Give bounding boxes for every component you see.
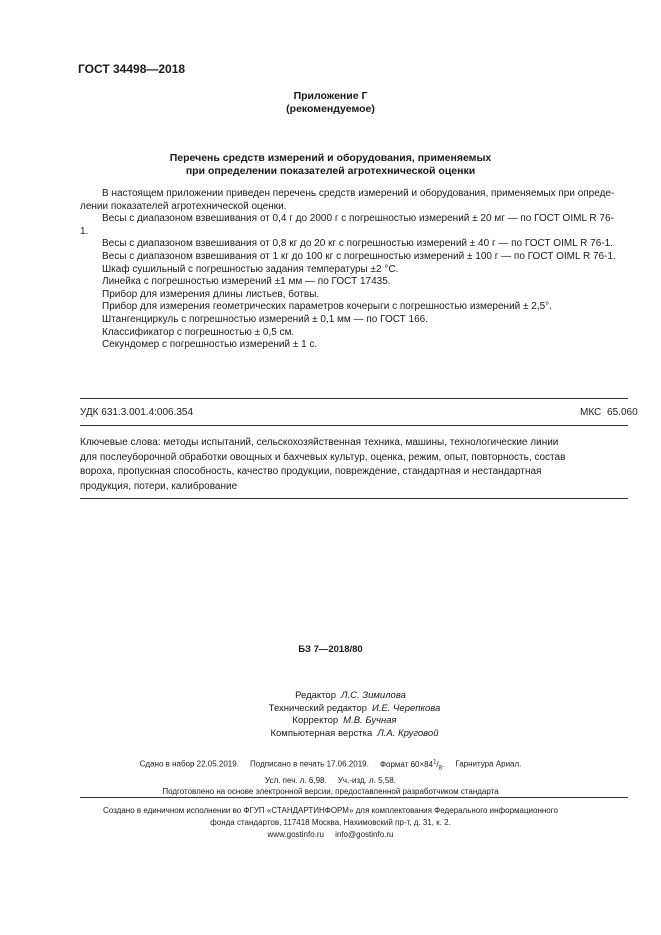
- paper-format: Формат $60\times 84^1/_8$: [379, 759, 442, 772]
- credit-name: Л.А. Круговой: [377, 728, 439, 740]
- credit-row: [0, 728, 661, 741]
- divider-bottom: [80, 498, 628, 499]
- print-line-3: Подготовлено на основе электронной версии, предоставленной разработчиком стандарта: [162, 787, 499, 797]
- intro-paragraph-continued: лении показателей агротехнической оценки.: [80, 200, 287, 212]
- credit-role: Технический редактор: [268, 702, 367, 714]
- website-link[interactable]: www.gostinfo.ru: [267, 830, 324, 840]
- divider-top: [80, 398, 628, 399]
- mks-code: МКС 65.060: [580, 407, 638, 418]
- body-text: [80, 188, 616, 352]
- signed-for-print: Подписано в печать 17.06.2019.: [250, 759, 369, 769]
- credit-role: Редактор: [295, 690, 336, 701]
- sent-to-typesetting: Сдано в набор 22.05.2019.: [139, 759, 239, 769]
- credit-row: [0, 703, 661, 716]
- print-line-2: [0, 775, 661, 787]
- keywords-paragraph: [80, 436, 616, 494]
- email-link[interactable]: info@gostinfo.ru: [335, 830, 394, 840]
- keywords-line: вороха, пропускная способность, качество продукции, повреждение, стандартная и нестандартная: [80, 466, 542, 478]
- appendix-title: Приложение Г: [293, 90, 368, 102]
- udc-code: УДК 631.3.001.4:006.354: [80, 407, 194, 418]
- intro-paragraph: В настоящем приложении приведен перечень средств измерений и оборудования, применяемых при опреде-: [102, 188, 615, 199]
- keywords-line: продукция, потери, калибрование: [80, 480, 238, 492]
- credit-role: Корректор: [292, 715, 339, 727]
- equipment-item: Секундомер с погрешностью измерений ± 1 с.: [102, 339, 318, 351]
- print-line-1: Сдано в набор 22.05.2019. Подписано в печать 17.06.2019. Формат $60\times 84^1/_8$. Гарнитура Ариал.: [139, 759, 522, 772]
- equipment-item: Классификатор с погрешностью ± 0,5 см.: [102, 326, 295, 338]
- imprint-contacts: [0, 829, 661, 841]
- credits-block: [0, 690, 661, 741]
- equipment-item: Линейка с погрешностью измерений ±1 мм — по ГОСТ 17435.: [102, 276, 391, 288]
- bz-number: БЗ 7—2018/80: [298, 644, 363, 655]
- divider-middle: [80, 425, 628, 426]
- conventional-pages: Усл. печ. л. 6,98.: [265, 775, 327, 785]
- appendix-subtitle: (рекомендуемое): [286, 103, 375, 115]
- equipment-item: Шкаф сушильный с погрешностью задания температуры ±2 °С.: [102, 263, 399, 275]
- credit-role: Компьютерная верстка: [270, 728, 373, 740]
- credit-row: [0, 715, 661, 728]
- credit-name: М.В. Бучная: [343, 715, 397, 727]
- equipment-item: Прибор для измерения геометрических параметров кочерыги с погрешностью измерений ± 2,5°.: [102, 301, 552, 313]
- credit-name: Л.С. Зимилова: [341, 690, 406, 701]
- document-code: ГОСТ 34498—2018: [78, 62, 186, 76]
- section-title: [0, 152, 661, 178]
- equipment-item: Штангенциркуль с погрешностью измерений ± 0,1 мм — по ГОСТ 166.: [102, 313, 428, 325]
- equipment-item: Весы с диапазоном взвешивания от 1 кг до 100 кг с погрешностью измерений ± 100 г — по ГОСТ OIML R 76-1.: [102, 250, 616, 262]
- typeface: Гарнитура Ариал.: [455, 759, 522, 769]
- imprint-line-1: Создано в единичном исполнении во ФГУП «СТАНДАРТИНФОРМ» для комплектования Федерального информационного: [103, 806, 558, 815]
- keywords-line: для послеуборочной обработки овощных и бахчевых культур, оценка, режим, опыт, повторность, состав: [80, 451, 566, 463]
- section-title-line-1: Перечень средств измерений и оборудования, применяемых: [169, 152, 492, 164]
- equipment-item: Весы с диапазоном взвешивания от 0,4 г до 2000 г с погрешностью измерений ± 20 мг — по ГОСТ OIML R 76-1.: [80, 213, 614, 237]
- publishing-sheets: Уч.-изд. л. 5,58.: [337, 775, 396, 785]
- credit-row: [0, 690, 661, 703]
- divider-imprint: [80, 797, 628, 798]
- keywords-line: Ключевые слова: методы испытаний, сельскохозяйственная техника, машины, технологические линии: [80, 437, 559, 448]
- print-details: [0, 757, 661, 798]
- equipment-item: Прибор для измерения длины листьев, ботвы.: [102, 288, 320, 300]
- publisher-imprint: [0, 805, 661, 842]
- equipment-item: Весы с диапазоном взвешивания от 0,8 кг до 20 кг с погрешностью измерений ± 40 г — по ГОСТ OIML R 76-1.: [102, 238, 613, 250]
- imprint-line-2: фонда стандартов, 117418 Москва, Нахимовский пр-т, д. 31, к. 2.: [210, 818, 451, 828]
- credit-name: И.Е. Черепкова: [371, 702, 441, 714]
- section-title-line-2: при определении показателей агротехнической оценки: [185, 165, 476, 177]
- appendix-heading: [0, 90, 661, 116]
